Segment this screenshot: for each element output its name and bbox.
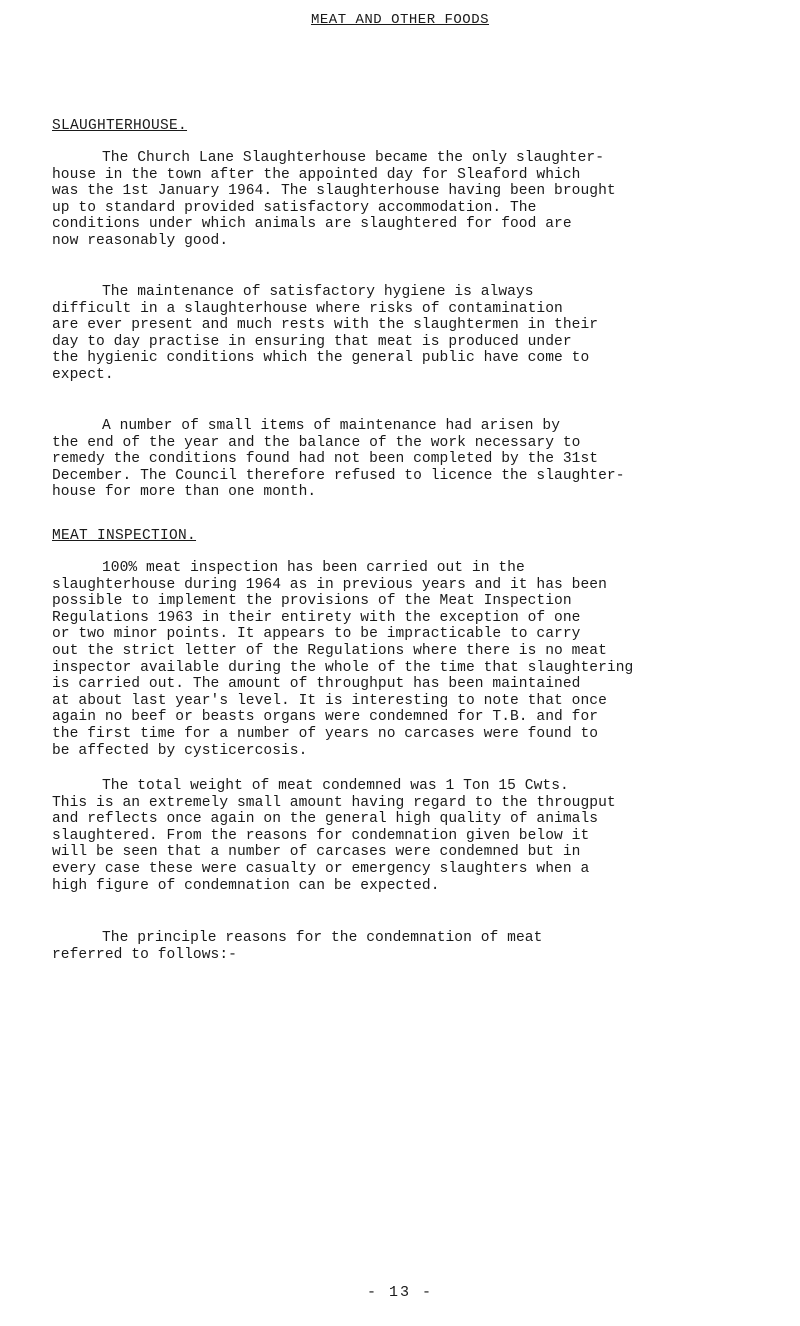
- paragraph: The total weight of meat condemned was 1 Ton 15 Cwts. This is an extremely small amount having regard to the througput and reflects once again on the general high quality of animals slaughtered. From the reasons for condemnation given below it will be seen that a number of carcases were condemned but in every case these were casualty or emergency slaughters when a high figure of condemnation can be expected.: [52, 778, 616, 894]
- paragraph: The Church Lane Slaughterhouse became the only slaughter- house in the town after the appointed day for Sleaford which was the 1st January 1964. The slaughterhouse having been brought up to standard provided satisfactory accommodation. The conditions under which animals are slaughtered for food are now reasonably good.: [52, 150, 616, 249]
- paragraph: The maintenance of satisfactory hygiene is always difficult in a slaughterhouse where risks of contamination are ever present and much rests with the slaughtermen in their day to day practise in ensuring that meat is produced under the hygienic conditions which the general public have come to expect.: [52, 284, 599, 383]
- section-heading-slaughterhouse: SLAUGHTERHOUSE.: [52, 118, 188, 134]
- paragraph: A number of small items of maintenance had arisen by the end of the year and the balance of the work necessary to remedy the conditions found had not been completed by the 31st December. The Council therefore refused to licence the slaughter- house for more than one month.: [52, 418, 625, 501]
- section-heading-meat-inspection: MEAT INSPECTION.: [52, 528, 197, 544]
- page-number: - 13 -: [366, 1284, 433, 1301]
- paragraph: The principle reasons for the condemnation of meat referred to follows:-: [52, 930, 543, 963]
- paragraph: 100% meat inspection has been carried out in the slaughterhouse during 1964 as in previous years and it has been possible to implement the provisions of the Meat Inspection Regulations 1963 in their entirety with the exception of one or two minor points. It appears to be impracticable to carry out the strict letter of the Regulations where there is no meat inspector available during the whole of the time that slaughtering is carried out. The amount of throughput has been maintained at about last year's level. It is interesting to note that once again no beef or beasts organs were condemned for T.B. and for the first time for a number of years no carcases were found to be affected by cysticercosis.: [52, 560, 634, 759]
- running-head: MEAT AND OTHER FOODS: [310, 12, 490, 28]
